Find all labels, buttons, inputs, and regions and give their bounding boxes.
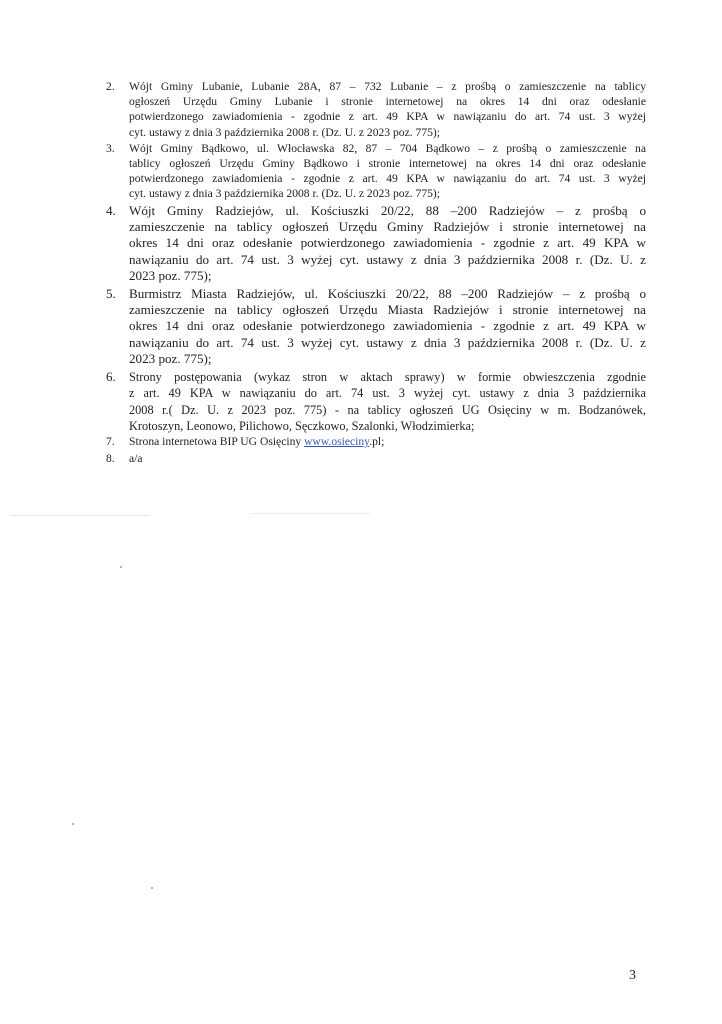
- scan-speck: [120, 566, 122, 568]
- item-line: zamieszczenie na tablicy ogłoszeń Urzędu Miasta Radziejów i stronie internetowej na: [129, 302, 646, 318]
- item-number: 3.: [106, 141, 115, 155]
- item-line: Wójt Gminy Radziejów, ul. Kościuszki 20/22, 88 –200 Radziejów – z prośbą o: [129, 202, 646, 218]
- website-link[interactable]: www.osieciny: [304, 435, 370, 449]
- item-line: potwierdzonego zawiadomienia - zgodnie z art. 49 KPA w nawiązaniu do art. 74 ust. 3 wyżej: [129, 110, 646, 124]
- item-line: Wójt Gminy Lubanie, Lubanie 28A, 87 – 732 Lubanie – z prośbą o zamieszczenie na tablicy: [129, 80, 646, 93]
- item-line: cyt. ustawy z dnia 3 października 2008 r. (Dz. U. z 2023 poz. 775);: [129, 187, 441, 201]
- scan-speck: [72, 823, 74, 825]
- list-item: [106, 79, 646, 140]
- item-line: 2023 poz. 775);: [129, 351, 212, 367]
- item-text: Strona internetowa BIP UG Osięciny: [129, 435, 305, 449]
- distribution-list: [106, 79, 646, 466]
- list-item: [106, 286, 646, 368]
- item-line: z art. 49 KPA w nawiązaniu do art. 74 ust. 3 wyżej cyt. ustawy z dnia 3 października: [129, 386, 646, 401]
- item-line: zamieszczenie na tablicy ogłoszeń Urzędu Gminy Radziejów i stronie internetowej na: [129, 219, 646, 235]
- scan-artifact: [10, 515, 150, 516]
- item-line: Wójt Gminy Bądkowo, ul. Włocławska 82, 87 – 704 Bądkowo – z prośbą o zamieszczenie na: [129, 141, 646, 155]
- item-number: 5.: [106, 285, 116, 301]
- item-line: ogłoszeń Urzędu Gminy Lubanie i stronie internetowej na okres 14 dni oraz odesłanie: [129, 95, 646, 109]
- item-number: 2.: [106, 80, 115, 93]
- item-number: 8.: [106, 451, 115, 465]
- item-line: nawiązaniu do art. 74 ust. 3 wyżej cyt. ustawy z dnia 3 października 2008 r. (Dz. U. z: [129, 334, 646, 350]
- item-line: nawiązaniu do art. 74 ust. 3 wyżej cyt. ustawy z dnia 3 października 2008 r. (Dz. U. z: [129, 251, 646, 267]
- item-line: Krotoszyn, Leonowo, Pilichowo, Sęczkowo, Szalonki, Włodzimierka;: [129, 418, 475, 433]
- scan-speck: [151, 887, 153, 889]
- item-number: 6.: [106, 368, 116, 384]
- item-text: a/a: [129, 451, 143, 465]
- item-line: potwierdzonego zawiadomienia - zgodnie z art. 49 KPA w nawiązaniu do art. 74 ust. 3 wyżej: [129, 172, 646, 186]
- list-item: [106, 451, 646, 466]
- list-item: [106, 141, 646, 202]
- item-line: 2008 r.( Dz. U. z 2023 poz. 775) - na tablicy ogłoszeń UG Osięciny w m. Bodzanówek,: [129, 402, 646, 417]
- item-line: Burmistrz Miasta Radziejów, ul. Kościuszki 20/22, 88 –200 Radziejów – z prośbą o: [129, 285, 646, 301]
- item-line: okres 14 dni oraz odesłanie potwierdzonego zawiadomienia - zgodnie z art. 49 KPA w: [129, 235, 646, 251]
- item-line: okres 14 dni oraz odesłanie potwierdzonego zawiadomienia - zgodnie z art. 49 KPA w: [129, 318, 646, 334]
- item-text: .pl;: [369, 435, 385, 449]
- item-line: Strony postępowania (wykaz stron w aktach sprawy) w formie obwieszczenia zgodnie: [129, 369, 646, 384]
- list-item: [106, 203, 646, 285]
- item-number: 7.: [106, 435, 115, 449]
- item-line: 2023 poz. 775);: [129, 268, 212, 284]
- item-number: 4.: [106, 202, 116, 218]
- item-line: cyt. ustawy z dnia 3 października 2008 r. (Dz. U. z 2023 poz. 775);: [129, 125, 441, 139]
- scan-artifact: [250, 513, 370, 514]
- page-number: 3: [629, 968, 636, 983]
- list-item: [106, 434, 646, 449]
- item-line: tablicy ogłoszeń Urzędu Gminy Bądkowo i stronie internetowej na okres 14 dni oraz odesłanie: [129, 157, 646, 171]
- list-item: [106, 369, 646, 435]
